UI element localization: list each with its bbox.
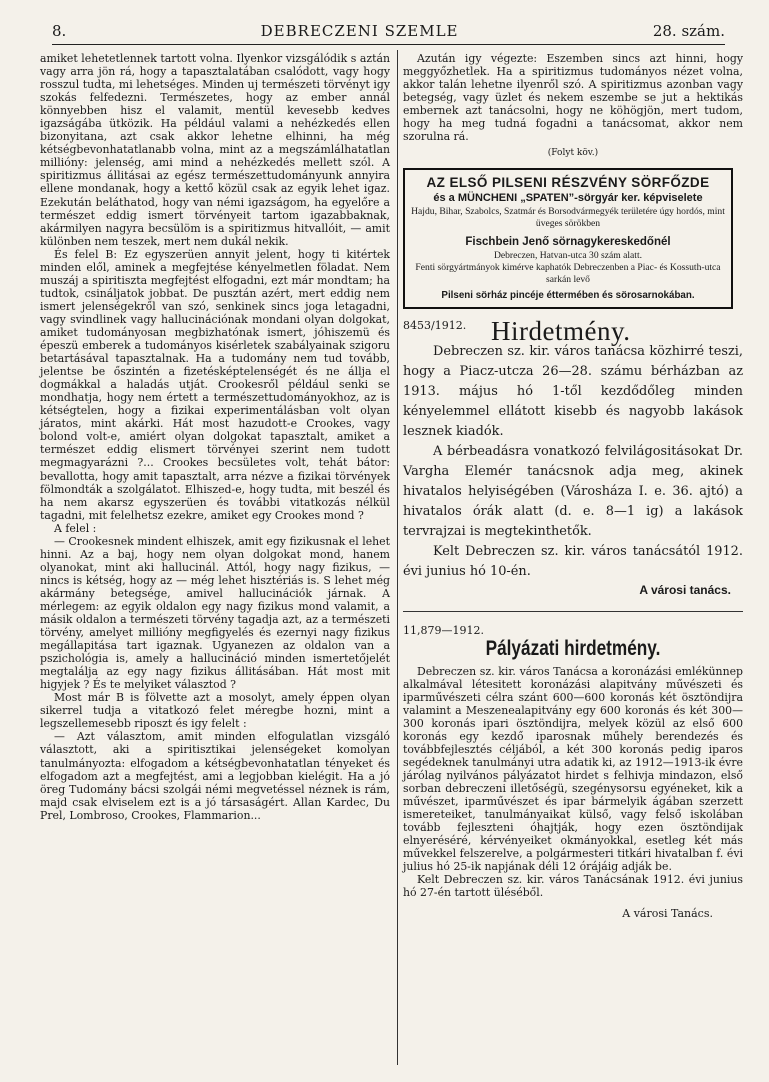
article-paragraph: — Azt választom, amit minden elfogulatlan vizsgáló választott, aki a spiritisztikai jelenségeket komolyan tanulmányozta: elfogadom a kétségbevonhatatlan tényeket és elfogadom azt a megfejtést, ami a legjobban kielégit. Ha a jó öreg Tudomány bácsi szolgái némi megvetéssel néznek is rám, majd csak elviselem ezt is a jó társaságért. Allan Kardec, Du Prel, Lombroso, Crookes, Flammarion... [40,730,390,822]
notice-signature: A városi tanács. [639,583,731,598]
notice-reference: 8453/1912. [403,319,467,333]
notice-signature: A városi Tanács. [622,907,713,921]
brewery-advertisement [403,168,733,309]
notice-paragraph: Kelt Debreczen sz. kir. város tanácsától 1912. évi junius hó 10-én. [403,544,743,580]
article-paragraph: Most már B is fölvette azt a mosolyt, amely éppen olyan sikerrel tudja a vitatkozó felet méregbe hozni, mint a legszellemesebb riposzt és igy felelt : [40,691,390,731]
continued-note: (Folyt köv.) [547,148,599,159]
ad-company: Fischbein Jenő sörnagykereskedőnél [465,236,671,249]
article-paragraph: És felel B: Ez egyszerüen annyit jelent, hogy ti kitértek minden elől, aminek a megfejtése kényelmetlen föladat. Nem muszáj a spiritiszta megfejtést elfogadni, ezt már mondtam; ha tudtok, csináljatok jobbat. De pusztán azért, mert eddig nem ismert jelenségekről van szó, senkinek sincs joga letagadni, vagy svindlinek vagy hallucinációnak mondani olyan dolgokat, amiket tudományosan megbizhatónak ismert, jóhiszemü és épeszü emberek a tudományos kisérletek szabályainak szigoru betartásával tapasztalnak. Ha a tudomány nem tud tovább, jelentse be őszintén a fizetésképtelenségét és ne állja el dogmákkal a haladás utját. Crookesről például senki se mondhatja, hogy nem értett a természettudományokhoz, az is kétségtelen, hogy a fizikai experimentálásban volt olyan járatos, mint akárki. Hát most hazudott-e Crookes, vagy bolond volt-e, amiért olyan dolgokat tapasztalt, amiket a természet eddig elismert törvényei szerint nem tudott megmagyarázni ?... Crookes becsületes volt, tehát bátor: bevallotta, hogy amit tapasztalt, arra nézve a fizikai törvények fölmondták a szolgálatot. Elhiszed-e, hogy tudta, mit beszél és ha nem akarsz egyszerüen és további vitatkozás nélkül tagadni, mit felelhetsz ezekre, amiket egy Crookes mond ? [40,247,390,522]
notice-title: Pályázati hirdetmény. [485,636,661,660]
page-number: 8. [52,22,67,40]
article-paragraph: amiket lehetetlennek tartott volna. Ilyenkor vizsgálódik s aztán vagy arra jön rá, hogy a tapasztalatában csalódott, vagy hogy rosszul tudta, mi lehetséges. Minden uj természeti törvényt igy szokás felfedezni. Természetes, hogy az ember annál könnyebben hisz el valamit, mentül kevesebb kedves igazságába ütközik. Ha például valami a nehézkedés ellen bizonyitana, azt csak akkor lehetne elhinni, ha még kétségbevonhatatlanabb volna, mint az a megszámlálhatatlan millióny: jelenség, ami mind a nehézkedés mellett szól. A spiritizmus állitásai az egész természettudományunk annyira ellene mondanak, hogy a kettő közül csak az egyik lehet igaz. Ezekután beláthatod, hogy van némi igazságom, ha egyelőre a természet eddig ismert törvényeit tartom igazabbaknak, akármilyen nagyra becsülöm is a spiritizmus hitvallóit, — amit különben nem teszek, mert nem dukál nekik. [40,52,390,248]
notice-paragraph: A bérbeadásra vonatkozó felvilágositásokat Dr. Vargha Elemér tanácsnok adja meg, akinek hivatalos helyiségében (Városháza I. e. 36. ajtó) a hivatalos órák alatt (d. e. 8—1 ig) a lakások tervrajzai is megtekinthetők. [403,444,743,540]
column-right [403,52,743,920]
notice-palyazati [403,624,743,920]
notice-reference: 11,879—1912. [403,624,484,638]
notice-hirdetmeny [403,316,743,598]
ad-address: Debreczen, Hatvan-utca 30 szám alatt. [493,250,643,262]
ad-regions: Hajdu, Bihar, Szabolcs, Szatmár és Borsodvármegyék területére úgy hordós, mint üveges sörökben [411,206,725,230]
page-header [52,18,725,45]
ad-outlets: Fenti sörgyártmányok kimérve kaphatók Debreczenben a Piac- és Kossuth-utca sarkán levő [415,262,721,286]
notice-paragraph: Debreczen sz. kir. város Tanácsa a koronázási emlékünnep alkalmával létesitett koronázási alapitvány művészeti és iparművészeti célra szánt 600—600 koronás két ösztöndijra valamint a Meszenealapitvány egy 600 koronás és két 300—300 koronás ipari ösztöndijra, melyek közül az első 600 koronás egy kezdő iparosnak műhely berendezés és továbbfejlesztés céljából, a két 300 koronás pedig iparos segédeknek tanulmányi utra adatik ki, az 1912—1913-ik évre járólag nyilvános pályázatot hirdet s felhivja mindazon, első sorban debreczeni illetőségü, szegénysorsu egyéneket, kik a művészet, iparművészet és ipar bármelyik ágában szerzett ismereteiket, tanulmányaikat külső, vagy felső iskolában tovább fejleszteni óhajtják, hogy ezen ösztöndijak elnyeréséré, kérvényeiket okmányokkal, esetleg két más művekkel felszerelve, a polgármesteri titkári hivatalban f. évi julius hó 25-ik napjának déli 12 órájáig adják be. [403,664,743,874]
article-paragraph: A felel : [54,521,97,535]
issue-number: 28. szám. [652,22,725,40]
publication-title: DEBRECZENI SZEMLE [260,22,459,40]
article-paragraph: — Crookesnek mindent elhiszek, amit egy fizikusnak el lehet hinni. Az a baj, hogy nem olyan dolgokat mond, hanem olyanokat, mint aki hallucinál. Attól, hogy nagy fizikus, — nincs is kétség, hogy az — még lehet hisztériás is. S lehet még akármány betegsége, amivel hallucinációk járnak. A mérlegem: az egyik oldalon egy nagy fizikus mond valamit, a másik oldalon a természeti törvény tagadja azt, az a természeti törvény, amelyet millióny megfigyelés és ezernyi nagy fizikus megállapitása tart igaznak. Ugyanezen az oldalon van a pszichológia is, amely a hallucináció minden ismertetőjelét megtalálja az egy nagy fizikus állitásában. Hát most mit higyjek ? És te melyiket választod ? [40,534,390,692]
article-column-left [40,52,390,822]
article-closing-paragraph: Azután igy végezte: Eszemben sincs azt hinni, hogy meggyőzhetlek. Ha a spiritizmus tudományos nézet volna, akkor talán lehetne ilyenről szó. A spiritizmus azonban vagy betegség, vagy üzlet és nekem eszembe se jut a hektikás embernek azt tanácsolni, hogy ne köhögjön, mert tudom, hogy ha meg tudná fogadni a tanácsomat, akkor nem szorulna rá. [403,52,743,144]
ad-footer: Pilseni sörház pincéje éttermében és sörosarnokában. [441,290,695,302]
ad-headline: AZ ELSŐ PILSENI RÉSZVÉNY SÖRFŐZDE [426,175,710,191]
notice-paragraph: Kelt Debreczen sz. kir. város Tanácsának 1912. évi junius hó 27-én tartott üléséből. [403,873,743,900]
section-rule [403,611,743,612]
ad-subheadline: és a MÜNCHENI „SPATEN”-sörgyár ker. képviselete [433,192,703,205]
notice-title: Hirdetmény. [491,316,631,347]
column-divider [397,50,398,1065]
notice-paragraph: Debreczen sz. kir. város tanácsa közhirré teszi, hogy a Piacz-utcza 26—28. számu bérházban az 1913. május hó 1-től kezdődőleg minden kényelemmel ellátott kisebb és nagyobb lakások lesznek kiadók. [403,344,743,440]
